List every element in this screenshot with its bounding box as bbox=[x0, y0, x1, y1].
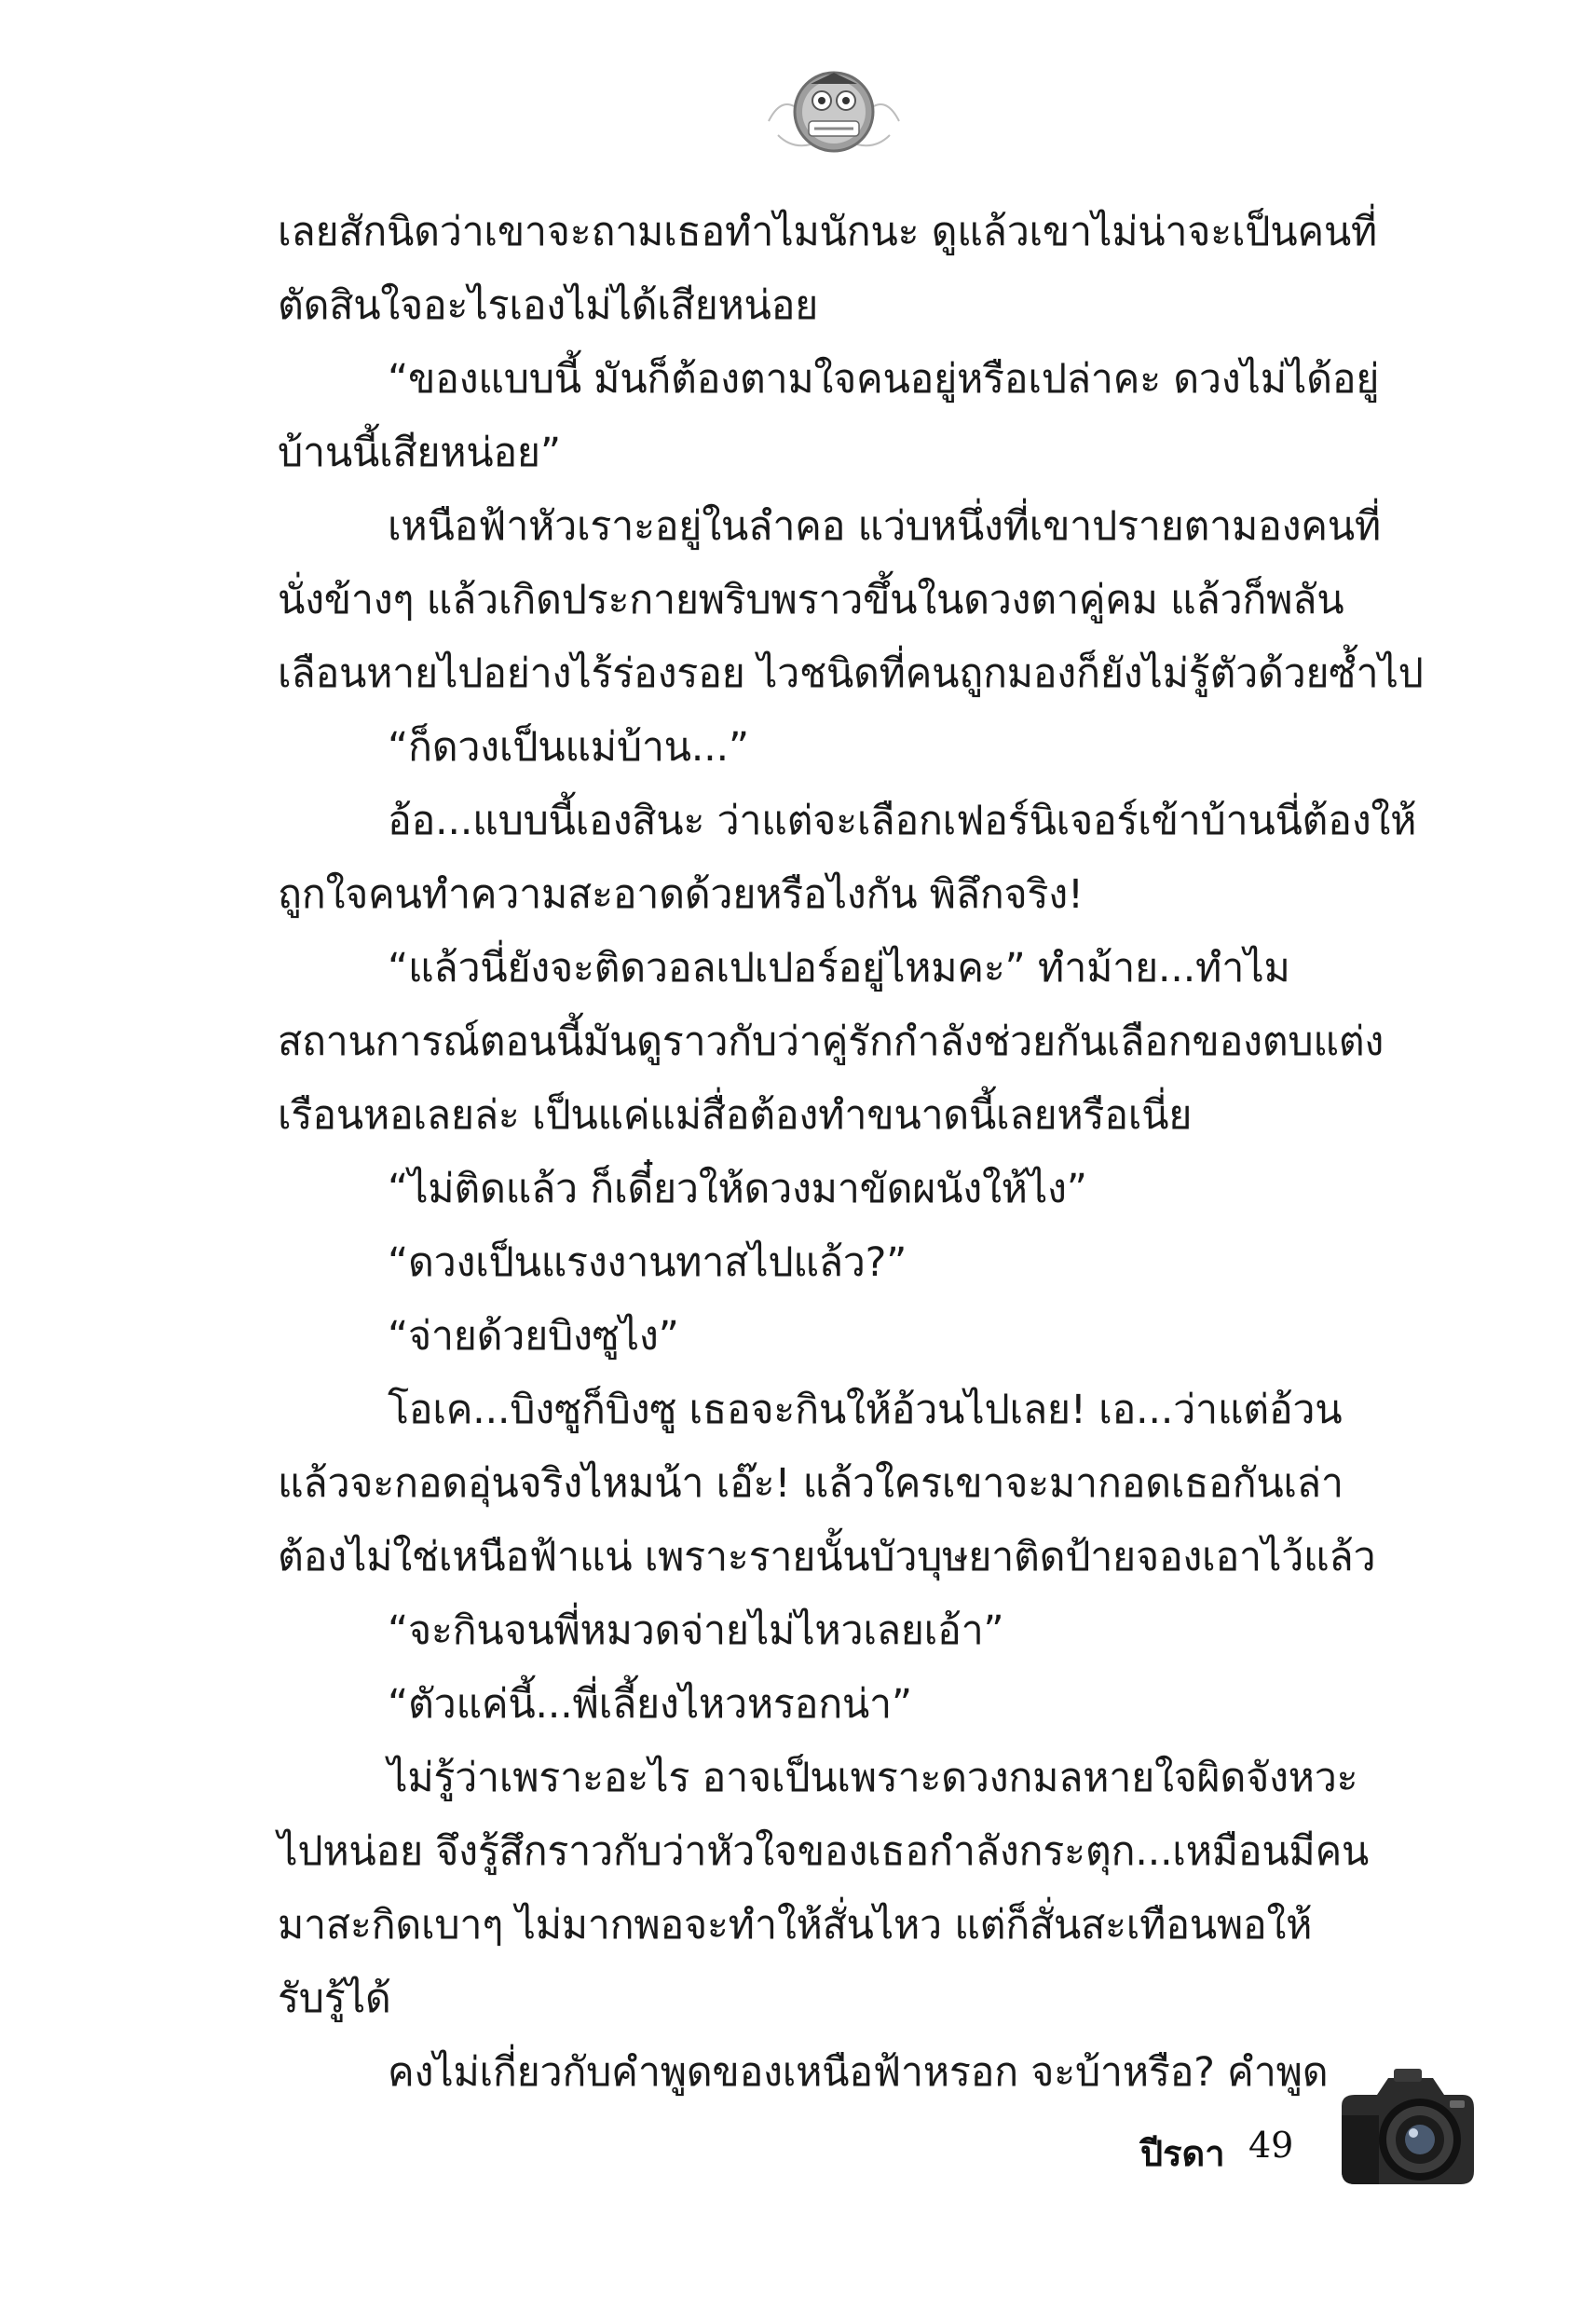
text-line: “ดวงเป็นแรงงานทาสไปแล้ว?” bbox=[388, 1239, 907, 1286]
text-line: “ไม่ติดแล้ว ก็เดี๋ยวให้ดวงมาขัดผนังให้ไง” bbox=[388, 1166, 1087, 1212]
text-line: “ก็ดวงเป็นแม่บ้าน...” bbox=[388, 724, 749, 771]
page-number: 49 bbox=[1248, 2125, 1294, 2166]
camera-icon bbox=[1323, 2059, 1481, 2199]
body-text bbox=[278, 196, 1433, 2110]
text-line: อ้อ...แบบนี้เองสินะ ว่าแต่จะเลือกเฟอร์นิเจอร์เข้าบ้านนี่ต้องให้ bbox=[388, 798, 1417, 844]
text-line: “จ่ายด้วยบิงซูไง” bbox=[388, 1313, 679, 1360]
publisher-emblem-icon bbox=[764, 56, 904, 168]
text-line: รับรู้ได้ bbox=[278, 1976, 391, 2022]
text-line: “ตัวแค่นี้...พี่เลี้ยงไหวหรอกน่า” bbox=[388, 1681, 912, 1728]
text-line: “จะกินจนพี่หมวดจ่ายไม่ไหวเลยเอ้า” bbox=[388, 1607, 1004, 1654]
text-line: คงไม่เกี่ยวกับคำพูดของเหนือฟ้าหรอก จะบ้าหรือ? คำพูด bbox=[388, 2049, 1329, 2096]
book-title: ปีรดา bbox=[1140, 2132, 1225, 2174]
text-line: “ของแบบนี้ มันก็ต้องตามใจคนอยู่หรือเปล่าคะ ดวงไม่ได้อยู่ bbox=[388, 356, 1380, 403]
text-line: มาสะกิดเบาๆ ไม่มากพอจะทำให้สั่นไหว แต่ก็สั่นสะเทือนพอให้ bbox=[278, 1902, 1313, 1949]
text-line: เลือนหายไปอย่างไร้ร่องรอย ไวชนิดที่คนถูกมองก็ยังไม่รู้ตัวด้วยซ้ำไป bbox=[278, 650, 1424, 697]
text-line: เหนือฟ้าหัวเราะอยู่ในลำคอ แว่บหนึ่งที่เขาปรายตามองคนที่ bbox=[388, 503, 1381, 550]
text-line: ตัดสินใจอะไรเองไม่ได้เสียหน่อย bbox=[278, 282, 819, 329]
text-line: ถูกใจคนทำความสะอาดด้วยหรือไงกัน พิลึกจริง! bbox=[278, 871, 1084, 918]
text-line: ไม่รู้ว่าเพราะอะไร อาจเป็นเพราะดวงกมลหายใจผิดจังหวะ bbox=[388, 1755, 1358, 1801]
text-line: เรือนหอเลยล่ะ เป็นแค่แม่สื่อต้องทำขนาดนี้เลยหรือเนี่ย bbox=[278, 1092, 1193, 1139]
text-line: ต้องไม่ใช่เหนือฟ้าแน่ เพราะรายนั้นบัวบุษยาติดป้ายจองเอาไว้แล้ว bbox=[278, 1534, 1376, 1580]
text-line: สถานการณ์ตอนนี้มันดูราวกับว่าคู่รักกำลังช่วยกันเลือกของตบแต่ง bbox=[278, 1019, 1385, 1065]
text-line: เลยสักนิดว่าเขาจะถามเธอทำไมนักนะ ดูแล้วเขาไม่น่าจะเป็นคนที่ bbox=[278, 209, 1377, 255]
text-line: ไปหน่อย จึงรู้สึกราวกับว่าหัวใจของเธอกำลังกระตุก...เหมือนมีคน bbox=[278, 1828, 1370, 1875]
text-line: นั่งข้างๆ แล้วเกิดประกายพริบพราวขึ้นในดวงตาคู่คม แล้วก็พลัน bbox=[278, 577, 1344, 623]
text-line: แล้วจะกอดอุ่นจริงไหมน้า เอ๊ะ! แล้วใครเขาจะมากอดเธอกันเล่า bbox=[278, 1460, 1344, 1507]
text-line: บ้านนี้เสียหน่อย” bbox=[278, 430, 561, 476]
text-line: โอเค...บิงซูก็บิงซู เธอจะกินให้อ้วนไปเลย! เอ...ว่าแต่อ้วน bbox=[388, 1387, 1343, 1433]
text-line: “แล้วนี่ยังจะติดวอลเปเปอร์อยู่ไหมคะ” ทำม้าย...ทำไม bbox=[388, 945, 1290, 991]
